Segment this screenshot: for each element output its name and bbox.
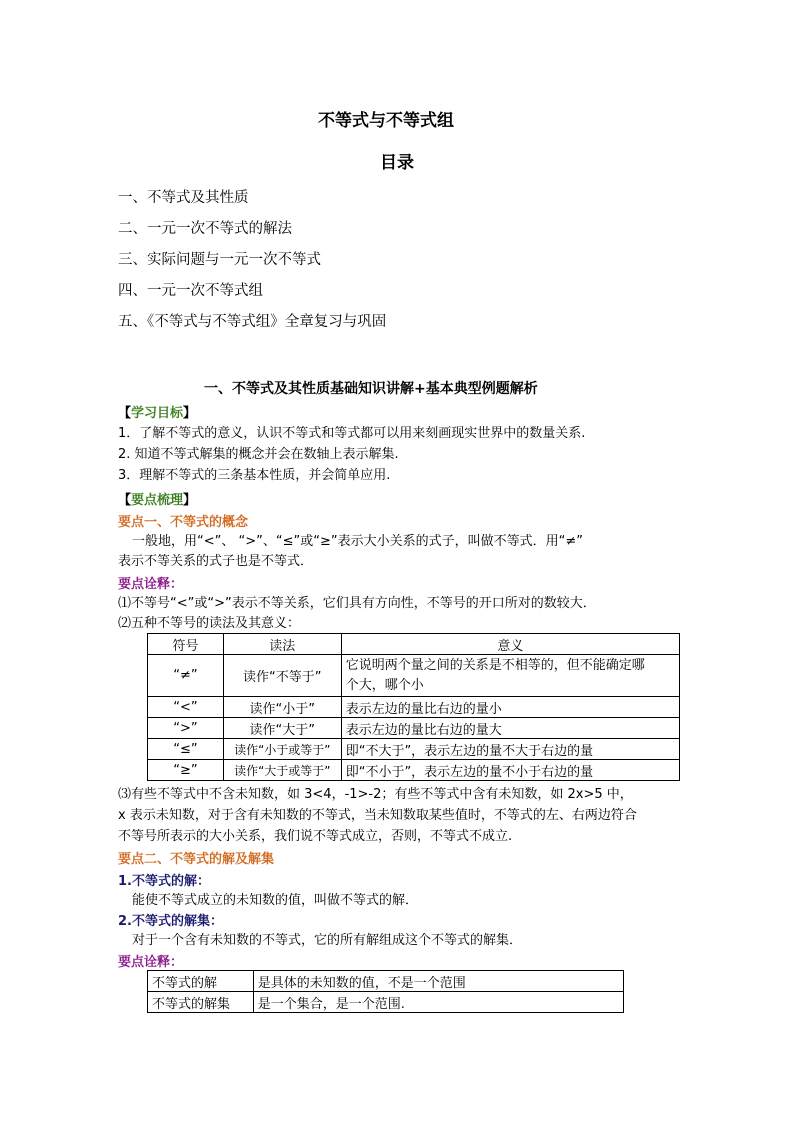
- goal-item: 1．了解不等式的意义，认识不等式和等式都可以用来刻画现实世界中的数量关系.: [118, 426, 586, 441]
- goal-item: 3．理解不等式的三条基本性质，并会简单应用.: [118, 468, 391, 483]
- table-header-cell: 读法: [223, 634, 341, 655]
- goals-label: 【学习目标】: [118, 406, 197, 421]
- note-line: x 表示未知数，对于含有未知数的不等式，当未知数取某些值时，不等式的左、右两边符合: [118, 808, 637, 823]
- point1-paragraph-line: 一般地，用“<”、 “>”、“≤”或“≥”表示大小关系的式子，叫做不等式．用“≠”: [132, 534, 583, 549]
- table-row: [148, 718, 680, 739]
- inequality-symbols-table: [147, 633, 680, 781]
- table-cell: 不等式的解: [148, 971, 254, 992]
- table-cell: 表示左边的量比右边的量大: [341, 718, 679, 739]
- definition-text: 对于一个含有未知数的不等式，它的所有解组成这个不等式的解集．: [132, 933, 523, 948]
- table-cell: 是一个集合，是一个范围.: [253, 992, 623, 1013]
- point1-paragraph-line: 表示不等关系的式子也是不等式．: [118, 554, 314, 569]
- subheading: 1.不等式的解：: [118, 874, 210, 889]
- table-header-row: [148, 634, 680, 655]
- table-cell: 即“不小于”，表示左边的量不小于右边的量: [341, 760, 679, 781]
- table-row: [148, 655, 680, 697]
- table-cell: 即“不大于”，表示左边的量不大于右边的量: [341, 739, 679, 760]
- point1-title: 要点一、不等式的概念: [118, 515, 249, 530]
- subheading: 2.不等式的解集：: [118, 914, 223, 929]
- table-cell: “>”: [148, 718, 224, 739]
- table-row: [148, 697, 680, 718]
- table-cell: “<”: [148, 697, 224, 718]
- document-title: 不等式与不等式组: [318, 111, 454, 131]
- table-cell: “≤”: [148, 739, 224, 760]
- goals-label-text: 学习目标: [131, 406, 184, 421]
- section-heading: 一、不等式及其性质基础知识讲解+基本典型例题解析: [204, 381, 538, 397]
- table-cell: “≥”: [148, 760, 224, 781]
- solution-set-table: [147, 970, 624, 1013]
- note-label: 要点诠释：: [118, 577, 184, 592]
- table-cell: 不等式的解集: [148, 992, 254, 1013]
- toc-heading: 目录: [380, 153, 414, 173]
- table-cell: 读作“小于或等于”: [223, 739, 341, 760]
- keypoints-label-text: 要点梳理: [131, 493, 184, 508]
- toc-item[interactable]: 一、不等式及其性质: [118, 190, 249, 206]
- table-cell: [341, 655, 679, 697]
- table-row: [148, 760, 680, 781]
- toc-item[interactable]: 五、《不等式与不等式组》全章复习与巩固: [118, 314, 387, 330]
- table-row: [148, 971, 624, 992]
- table-header-cell: 符号: [148, 634, 224, 655]
- note-line: ⑵五种不等号的读法及其意义：: [118, 616, 301, 631]
- table-cell-line: 它说明两个量之间的关系是不相等的，但不能确定哪: [345, 657, 645, 673]
- toc-item[interactable]: 四、一元一次不等式组: [118, 283, 263, 299]
- table-header-cell: 意义: [341, 634, 679, 655]
- table-cell: 读作“大于或等于”: [223, 760, 341, 781]
- table-cell-line: 个大，哪个小: [345, 677, 424, 693]
- note-line: ⑴不等号“<”或“>”表示不等关系，它们具有方向性，不等号的开口所对的数较大．: [118, 596, 596, 611]
- definition-text: 能使不等式成立的未知数的值，叫做不等式的解．: [132, 893, 419, 908]
- keypoints-label: 【要点梳理】: [118, 493, 197, 508]
- table-cell: 读作“小于”: [223, 697, 341, 718]
- toc-item[interactable]: 二、一元一次不等式的解法: [118, 221, 292, 237]
- table-cell: 是具体的未知数的值，不是一个范围: [253, 971, 623, 992]
- note-line: ⑶有些不等式中不含未知数，如 3<4，-1>-2；有些不等式中含有未知数，如 2x>5 中，: [118, 787, 633, 802]
- table-cell: 读作“不等于”: [223, 655, 341, 697]
- table-cell: “≠”: [148, 655, 224, 697]
- table-row: [148, 739, 680, 760]
- table-row: [148, 992, 624, 1013]
- toc-item[interactable]: 三、实际问题与一元一次不等式: [118, 252, 321, 268]
- table-cell: 读作“大于”: [223, 718, 341, 739]
- note-label: 要点诠释：: [118, 955, 184, 970]
- point2-title: 要点二、不等式的解及解集: [118, 852, 275, 867]
- note-line: 不等号所表示的大小关系，我们说不等式成立，否则，不等式不成立.: [118, 829, 513, 844]
- goal-item: 2. 知道不等式解集的概念并会在数轴上表示解集.: [118, 447, 399, 462]
- table-cell: 表示左边的量比右边的量小: [341, 697, 679, 718]
